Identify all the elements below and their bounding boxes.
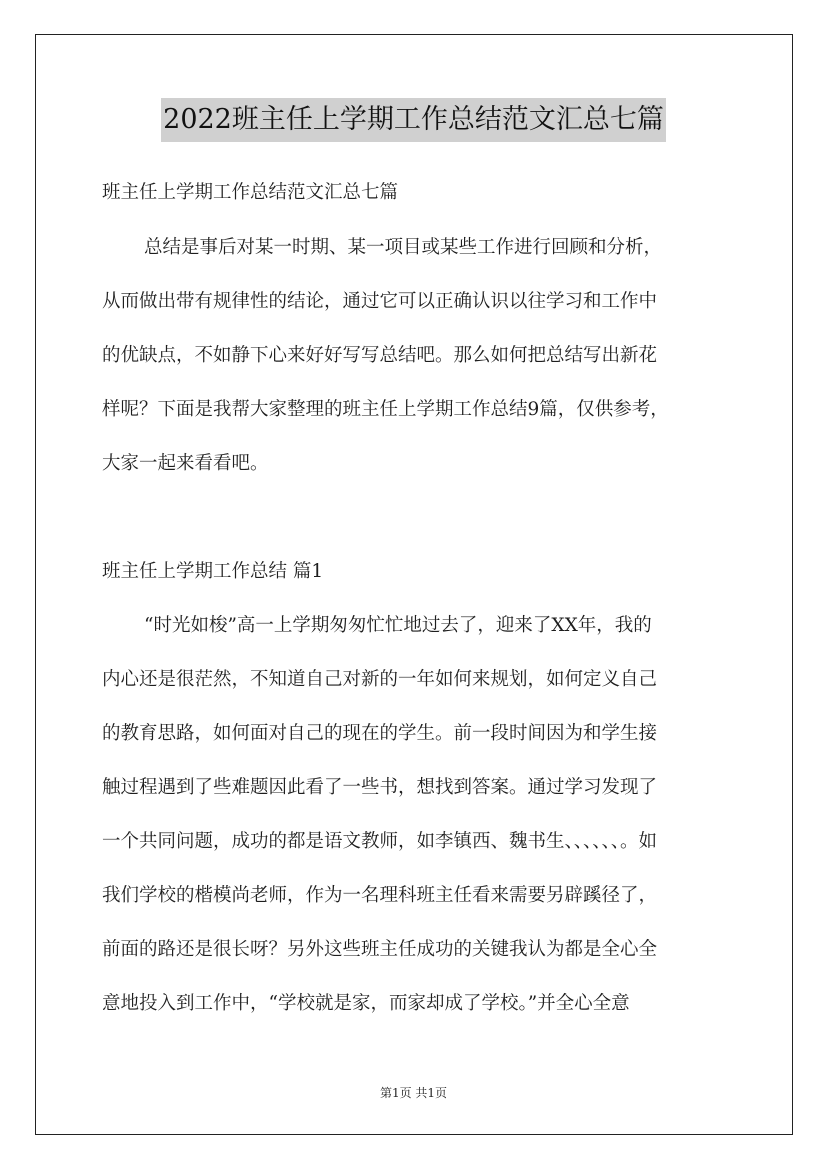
body-line-1: “时光如梭”高一上学期匆匆忙忙地过去了，迎来了XX年，我的 [144,615,652,636]
section-heading: 班主任上学期工作总结 篇1 [102,561,324,582]
body-line-5: 一个共同问题，成功的都是语文教师，如李镇西、魏书生、、、、、、。如 [102,831,658,852]
body-line-6: 我们学校的楷模尚老师，作为一名理科班主任看来需要另辟蹊径了， [102,885,658,906]
intro-line-3: 的优缺点，不如静下心来好好写写总结吧。那么如何把总结写出新花 [102,345,658,366]
body-line-2: 内心还是很茫然，不知道自己对新的一年如何来规划，如何定义自己 [102,669,658,690]
document-subtitle: 班主任上学期工作总结范文汇总七篇 [102,182,399,203]
intro-line-2: 从而做出带有规律性的结论，通过它可以正确认识以往学习和工作中 [102,291,658,312]
page-footer: 第1页 共1页 [379,1086,448,1100]
body-line-8: 意地投入到工作中，“学校就是家，而家却成了学校。”并全心全意 [102,993,630,1014]
body-line-7: 前面的路还是很长呀？另外这些班主任成功的关键我认为都是全心全 [102,939,658,960]
intro-line-4: 样呢？下面是我帮大家整理的班主任上学期工作总结9篇，仅供参考， [102,399,669,420]
body-line-4: 触过程遇到了些难题因此看了一些书，想找到答案。通过学习发现了 [102,777,658,798]
intro-line-5: 大家一起来看看吧。 [102,453,269,474]
body-line-3: 的教育思路，如何面对自己的现在的学生。前一段时间因为和学生接 [102,723,658,744]
title-container [0,98,827,142]
document-title: 2022班主任上学期工作总结范文汇总七篇 [161,98,666,142]
intro-line-1: 总结是事后对某一时期、某一项目或某些工作进行回顾和分析， [144,237,663,258]
